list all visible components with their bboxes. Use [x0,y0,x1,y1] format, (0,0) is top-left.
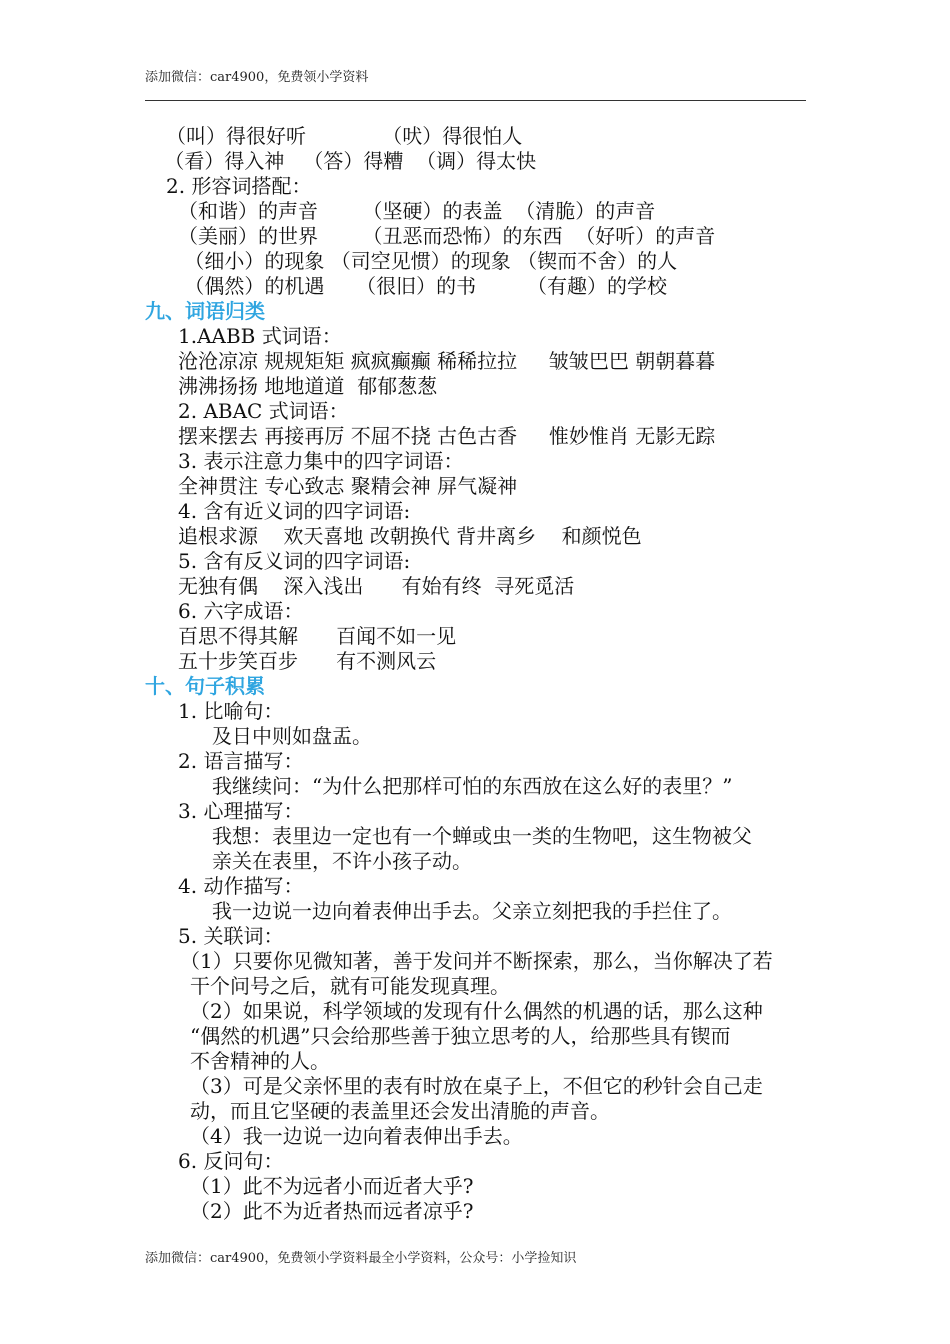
page-header: 添加微信：car4900，免费领小学资料 [145,70,369,85]
text-line: 我想：表里边一定也有一个蝉或虫一类的生物吧，这生物被父 [212,824,752,848]
section-heading: 十、句子积累 [145,674,265,698]
text-line: 2. 语言描写： [178,749,304,773]
text-line: 沧沧凉凉 规规矩矩 疯疯癫癫 稀稀拉拉 皱皱巴巴 朝朝暮暮 [178,349,716,373]
text-line: 5. 关联词： [178,924,284,948]
text-line: 追根求源 欢天喜地 改朝换代 背井离乡 和颜悦色 [178,524,642,548]
text-line: 全神贯注 专心致志 聚精会神 屏气凝神 [178,474,518,498]
text-line: （3）可是父亲怀里的表有时放在桌子上，不但它的秒针会自己走 [190,1074,763,1098]
text-line: 动，而且它坚硬的表盖里还会发出清脆的声音。 [190,1099,610,1123]
text-line: 不舍精神的人。 [190,1049,330,1073]
text-line: 6. 反问句： [178,1149,284,1173]
text-line: 及日中则如盘盂。 [212,724,372,748]
text-line: 5. 含有反义词的四字词语: [178,549,411,573]
text-line: （2）如果说，科学领域的发现有什么偶然的机遇的话，那么这种 [190,999,763,1023]
text-line: 1. 比喻句： [178,699,284,723]
page-footer: 添加微信：car4900，免费领小学资料最全小学资料，公众号：小学捡知识 [145,1251,577,1266]
text-line: （1）此不为远者小而近者大乎? [190,1174,474,1198]
text-line: 2. ABAC 式词语： [178,399,349,423]
header-divider [145,100,806,101]
text-line: 无独有偶 深入浅出 有始有终 寻死觅活 [178,574,575,598]
text-line: 干个问号之后，就有可能发现真理。 [190,974,510,998]
text-line: 4. 含有近义词的四字词语: [178,499,411,523]
text-line: （细小）的现象 （司空见惯）的现象 （锲而不舍）的人 [178,249,678,273]
text-line: 百思不得其解 百闻不如一见 [178,624,457,648]
text-line: （2）此不为近者热而远者凉乎? [190,1199,474,1223]
text-line: （1）只要你见微知著，善于发问并不断探索，那么，当你解决了若 [180,949,773,973]
text-line: 五十步笑百步 有不测风云 [178,649,437,673]
text-line: （美丽）的世界 （丑恶而恐怖）的东西 （好听）的声音 [178,224,716,248]
text-line: 3. 心理描写： [178,799,304,823]
text-line: 3. 表示注意力集中的四字词语： [178,449,464,473]
text-line: （和谐）的声音 （坚硬）的表盖 （清脆）的声音 [178,199,656,223]
text-line: （4）我一边说一边向着表伸出手去。 [190,1124,523,1148]
text-line: 亲关在表里，不许小孩子动。 [212,849,472,873]
text-line: （看）得入神 （答）得糟 （调）得太快 [158,149,537,173]
text-line: 我一边说一边向着表伸出手去。父亲立刻把我的手拦住了。 [212,899,732,923]
section-heading: 九、词语归类 [145,299,265,323]
text-line: （叫）得很好听 （吠）得很怕人 [166,124,523,148]
text-line: “偶然的机遇”只会给那些善于独立思考的人，给那些具有锲而 [190,1024,731,1048]
text-line: 摆来摆去 再接再厉 不屈不挠 古色古香 惟妙惟肖 无影无踪 [178,424,716,448]
text-line: （偶然）的机遇 （很旧）的书 （有趣）的学校 [178,274,668,298]
text-line: 2. 形容词搭配： [166,174,312,198]
text-line: 我继续问：“为什么把那样可怕的东西放在这么好的表里？” [212,774,733,798]
text-line: 4. 动作描写： [178,874,304,898]
text-line: 6. 六字成语： [178,599,304,623]
text-line: 1.AABB 式词语： [178,324,342,348]
text-line: 沸沸扬扬 地地道道 郁郁葱葱 [178,374,438,398]
